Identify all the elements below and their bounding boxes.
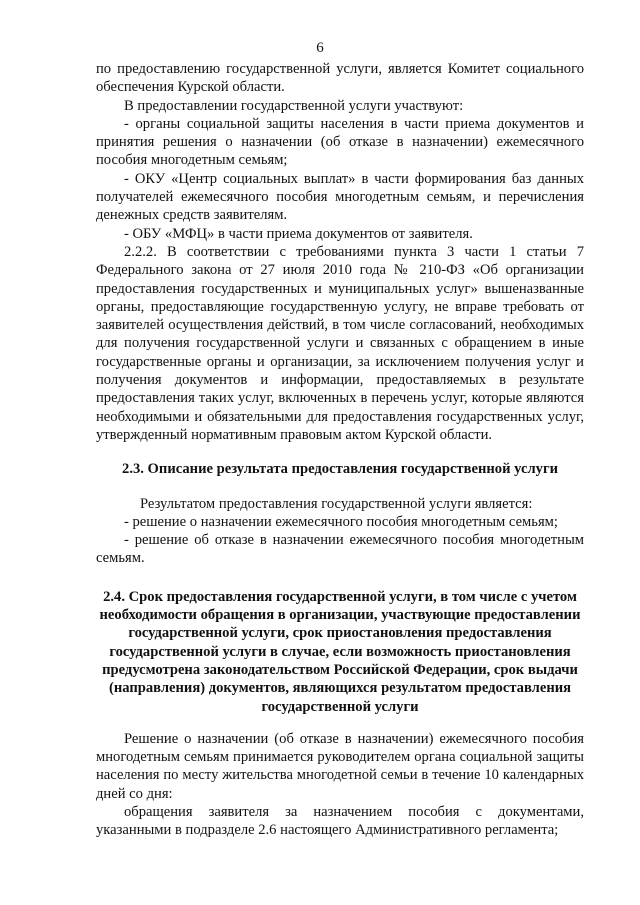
section-2-3-item: - решение о назначении ежемесячного пособия многодетным семьям;: [124, 513, 558, 530]
paragraph-continuation: по предоставлению государственной услуги, является Комитет социального обеспечения Курской области.: [96, 61, 584, 96]
section-2-4-paragraph: Решение о назначении (об отказе в назначении) ежемесячного пособия многодетным семьям принимается руководителем органа социальной защиты населения по месту жительства многодетной семьи в течение 10 календарных дней со дня:: [96, 730, 584, 802]
page-number: 6: [316, 40, 324, 56]
section-2-3-item: - решение об отказе в назначении ежемесячного пособия многодетным семьям.: [96, 532, 584, 567]
paragraph-participant-oku: - ОКУ «Центр социальных выплат» в части формирования баз данных получателей ежемесячного пособия многодетным семьям, и перечисления денежных средств заявителям.: [96, 170, 584, 224]
section-heading-2-3: 2.3. Описание результата предоставления государственной услуги: [122, 461, 558, 478]
paragraph-participant-mfc: - ОБУ «МФЦ» в части приема документов от заявителя.: [124, 225, 473, 242]
section-heading-2-4: 2.4. Срок предоставления государственной услуги, в том числе с учетом необходимости обращения в организации, участвующие предоставлении государственной услуги, срок приостановления предоставления государственной услуги в случае, если возможность приостановления предусмотрена законодательством Российской Федерации, срок выдачи (направления) документов, являющихся результатом предоставления государственной услуги: [99, 588, 581, 715]
section-2-3-intro: Результатом предоставления государственной услуги является:: [140, 495, 533, 512]
section-2-4-paragraph: обращения заявителя за назначением пособия с документами, указанными в подразделе 2.6 настоящего Административного регламента;: [96, 803, 584, 839]
paragraph-2-2-2: 2.2.2. В соответствии с требованиями пункта 3 части 1 статьи 7 Федерального закона от 27 июля 2010 года № 210-ФЗ «Об организации предоставления государственных и муниципальных услуг» вышеназванные органы, предоставляющие государственную услугу, не вправе требовать от заявителей осуществления действий, в том числе согласований, необходимых для получения государственной услуги и связанных с обращением в иные государственные органы и организации, за исключением получения услуг и получения документов и информации, предоставляемых в результате предоставления таких услуг, включенных в перечень услуг, которые являются необходимыми и обязательными для предоставления государственных услуг, утвержденный нормативным правовым актом Курской области.: [96, 243, 584, 443]
paragraph-participant-social-protection: - органы социальной защиты населения в части приема документов и принятия решения о назначении (об отказе в назначении) ежемесячного пособия многодетным семьям;: [96, 115, 584, 169]
document-body: [96, 60, 584, 840]
paragraph-participants-intro: В предоставлении государственной услуги участвуют:: [124, 97, 464, 114]
